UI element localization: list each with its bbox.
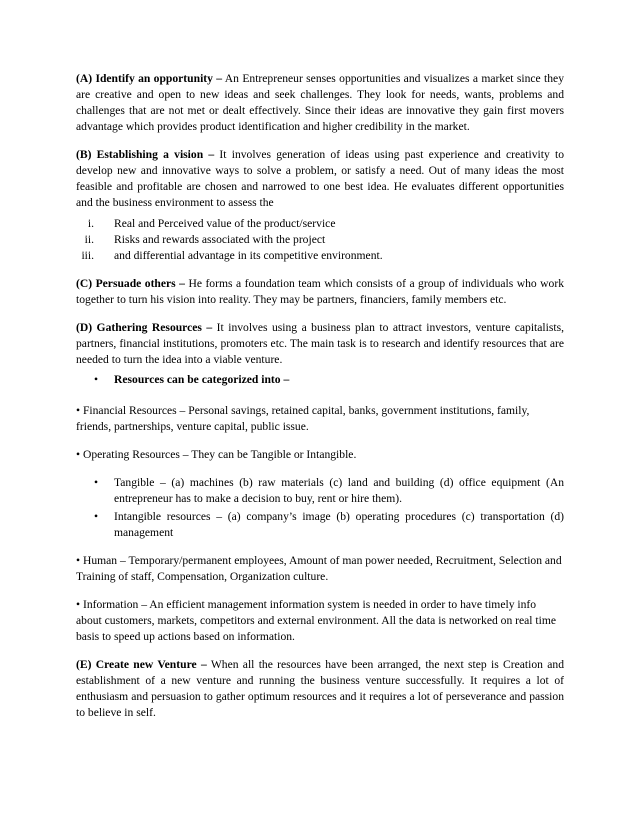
- list-item-text: Risks and rewards associated with the project: [114, 233, 326, 246]
- section-body: It involves generation of ideas using past experience and creativity to develop new and innovative ways to solve a problem, or satisfy a need. Out of many ideas the most feasible and profitable are chosen and narrowed to one best idea. He evaluates different opportunities and the business environment to assess the: [76, 148, 565, 209]
- list-number: i.: [87, 217, 94, 230]
- section-establishing-vision: [76, 147, 564, 211]
- section-heading: (C) Persuade others –: [76, 277, 185, 290]
- section-heading: (D) Gathering Resources –: [76, 321, 213, 334]
- section-body: When all the resources have been arranged, the next step is Creation and establishment of a new venture and running the business venture successfully. It requires a lot of enthusiasm and persuasion to gather optimum resources and it requires a lot of perseverance and passion to believe in self.: [76, 658, 564, 719]
- information-resources-paragraph: • Information – An efficient management information system is needed in order to have timely info about customers, markets, competitors and external environment. All the data is networked on real time basis to speed up actions based on information.: [76, 598, 557, 643]
- list-item: [76, 475, 564, 507]
- section-create-venture: [76, 657, 564, 721]
- list-item: [76, 232, 564, 248]
- list-item: [76, 509, 564, 541]
- list-item: [76, 248, 564, 264]
- list-number: ii.: [84, 233, 94, 246]
- bullet-heading-text: Resources can be categorized into –: [114, 373, 290, 386]
- operating-resources-list: [76, 475, 564, 541]
- operating-resources-paragraph: • Operating Resources – They can be Tangible or Intangible.: [76, 448, 357, 461]
- list-item-text: and differential advantage in its competitive environment.: [114, 249, 383, 262]
- section-heading: (E) Create new Venture –: [76, 658, 207, 671]
- section-gathering-resources: [76, 320, 564, 368]
- section-heading: (A) Identify an opportunity –: [76, 72, 223, 85]
- section-identify-opportunity: [76, 71, 564, 135]
- document-page: [76, 71, 564, 733]
- section-heading: (B) Establishing a vision –: [76, 148, 215, 161]
- list-item-text: Tangible – (a) machines (b) raw materials (c) land and building (d) office equipment (An entrepreneur has to make a decision to buy, rent or hire them).: [114, 476, 564, 505]
- section-body: An Entrepreneur senses opportunities and visualizes a market since they are creative and open to new ideas and seek challenges. They look for needs, wants, problems and challenges that are not met or dealt effectively. Since their ideas are innovative they gain first movers advantage which provides product identification and higher credibility in the market.: [76, 72, 564, 133]
- bullet-dot-icon: •: [94, 510, 99, 523]
- bullet-dot-icon: •: [94, 373, 99, 386]
- financial-resources-paragraph: • Financial Resources – Personal savings, retained capital, banks, government institutions, family, friends, partnerships, venture capital, public issue.: [76, 404, 530, 433]
- vision-assessment-list: [76, 216, 564, 264]
- human-resources-paragraph: • Human – Temporary/permanent employees, Amount of man power needed, Recruitment, Selection and Training of staff, Compensation, Organization culture.: [76, 554, 562, 583]
- section-body: He forms a foundation team which consists of a group of individuals who work together to turn his vision into reality. They may be partners, financiers, family members etc.: [76, 277, 564, 306]
- list-item-text: Real and Perceived value of the product/service: [114, 217, 336, 230]
- list-number: iii.: [81, 249, 94, 262]
- section-body: It involves using a business plan to attract investors, venture capitalists, partners, financial institutions, promoters etc. The main task is to research and identify resources that are needed to turn the idea into a viable venture.: [76, 321, 565, 366]
- resources-categories-heading: [76, 372, 564, 388]
- list-item: [76, 216, 564, 232]
- bullet-dot-icon: •: [94, 476, 99, 489]
- list-item-text: Intangible resources – (a) company’s image (b) operating procedures (c) transportation (d) management: [114, 510, 564, 539]
- section-persuade-others: [76, 276, 564, 308]
